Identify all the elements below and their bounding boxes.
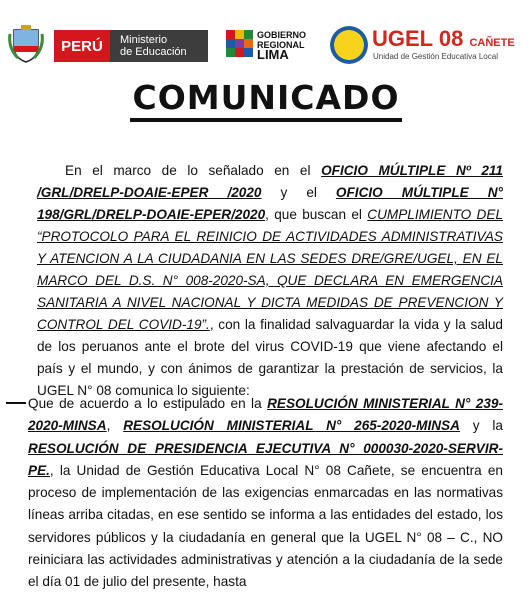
intro-text-4: , con la finalidad salvaguardar la vida y la salud de los peruanos ante el brote del virus COVID-19 que viene afectando el país y el mundo, y con ánimos de garantizar la prestación de servicios, la UGEL N° 08 comunica lo siguiente:: [37, 317, 503, 398]
ugel-seal-icon: [330, 26, 368, 64]
point1-reference-1: RESOLUCIÓN MINISTERIAL N° 239-2020-MINSA: [28, 396, 503, 434]
ugel-logo-subtitle: Unidad de Gestión Educativa Local: [373, 52, 498, 61]
ugel-logo-title: [372, 26, 515, 52]
intro-text-1: En el marco de lo señalado en el: [65, 163, 322, 178]
peru-coat-of-arms-icon: [8, 24, 44, 64]
regional-government-logo: [257, 30, 306, 60]
intro-paragraph: [37, 160, 503, 402]
gob-line3: LIMA: [257, 47, 289, 62]
regional-government-icon: [226, 30, 254, 58]
point1-text-2: ,: [106, 418, 124, 434]
document-title-text: COMUNICADO: [130, 78, 401, 122]
ministry-line1: Ministerio: [120, 34, 168, 46]
point1-reference-2: RESOLUCIÓN MINISTERIAL N° 265-2020-MINSA: [123, 418, 460, 434]
point1-text-3: y la: [459, 418, 503, 434]
ministry-logo: [110, 30, 208, 62]
ugel-title-text: UGEL 08: [372, 26, 464, 51]
bullet-dash: [6, 402, 26, 404]
intro-text-3: , que buscan el: [265, 207, 368, 222]
intro-reference-3: CUMPLIMIENTO DEL “PROTOCOLO PARA EL REINICIO DE ACTIVIDADES ADMINISTRATIVAS Y ATENCION A LA CIUDADANIA EN LAS SEDES DRE/GRE/UGEL, EN EL MARCO DEL D.S. N° 008-2020-SA, QUE DECLARA EN EMERGENCIA SANITARIA A NIVEL NACIONAL Y DICTA MEDIDAS DE PREVENCION Y CONTROL DEL COVID-19”.: [37, 207, 503, 332]
point-1-paragraph: [28, 393, 503, 594]
ministry-line2: de Educación: [120, 46, 187, 58]
header-logos: [0, 0, 532, 80]
gob-line2: REGIONAL: [257, 40, 305, 50]
document-title: [0, 78, 532, 122]
gob-line1: GOBIERNO: [257, 30, 307, 40]
intro-reference-2: OFICIO MÚLTIPLE N° 198/GRL/DRELP-DOAIE-EPER/2020: [37, 185, 503, 222]
point1-text-4: , la Unidad de Gestión Educativa Local N° 08 Cañete, se encuentra en proceso de implementación de las exigencias enmarcadas en las normativas líneas arriba citadas, en ese sentido se informa a las entidades del estado, los servidores públicos y la ciudadanía en general que la UGEL N° 08 – C., NO reiniciara las actividades administrativas y atención a la ciudadanía de la sede el día 01 de julio del presente, hasta: [28, 462, 503, 590]
point1-text-1: Que de acuerdo a lo estipulado en la: [28, 396, 268, 411]
intro-reference-1: OFICIO MÚLTIPLE Nº 211 /GRL/DRELP-DOAIE-EPER /2020: [37, 163, 503, 200]
peru-logo: PERÚ: [54, 30, 110, 62]
intro-text-2: y el: [261, 185, 336, 200]
point1-reference-3: RESOLUCIÓN DE PRESIDENCIA EJECUTIVA N° 000030-2020-SERVIR-PE.: [28, 440, 503, 478]
ugel-city-text: CAÑETE: [469, 37, 515, 49]
